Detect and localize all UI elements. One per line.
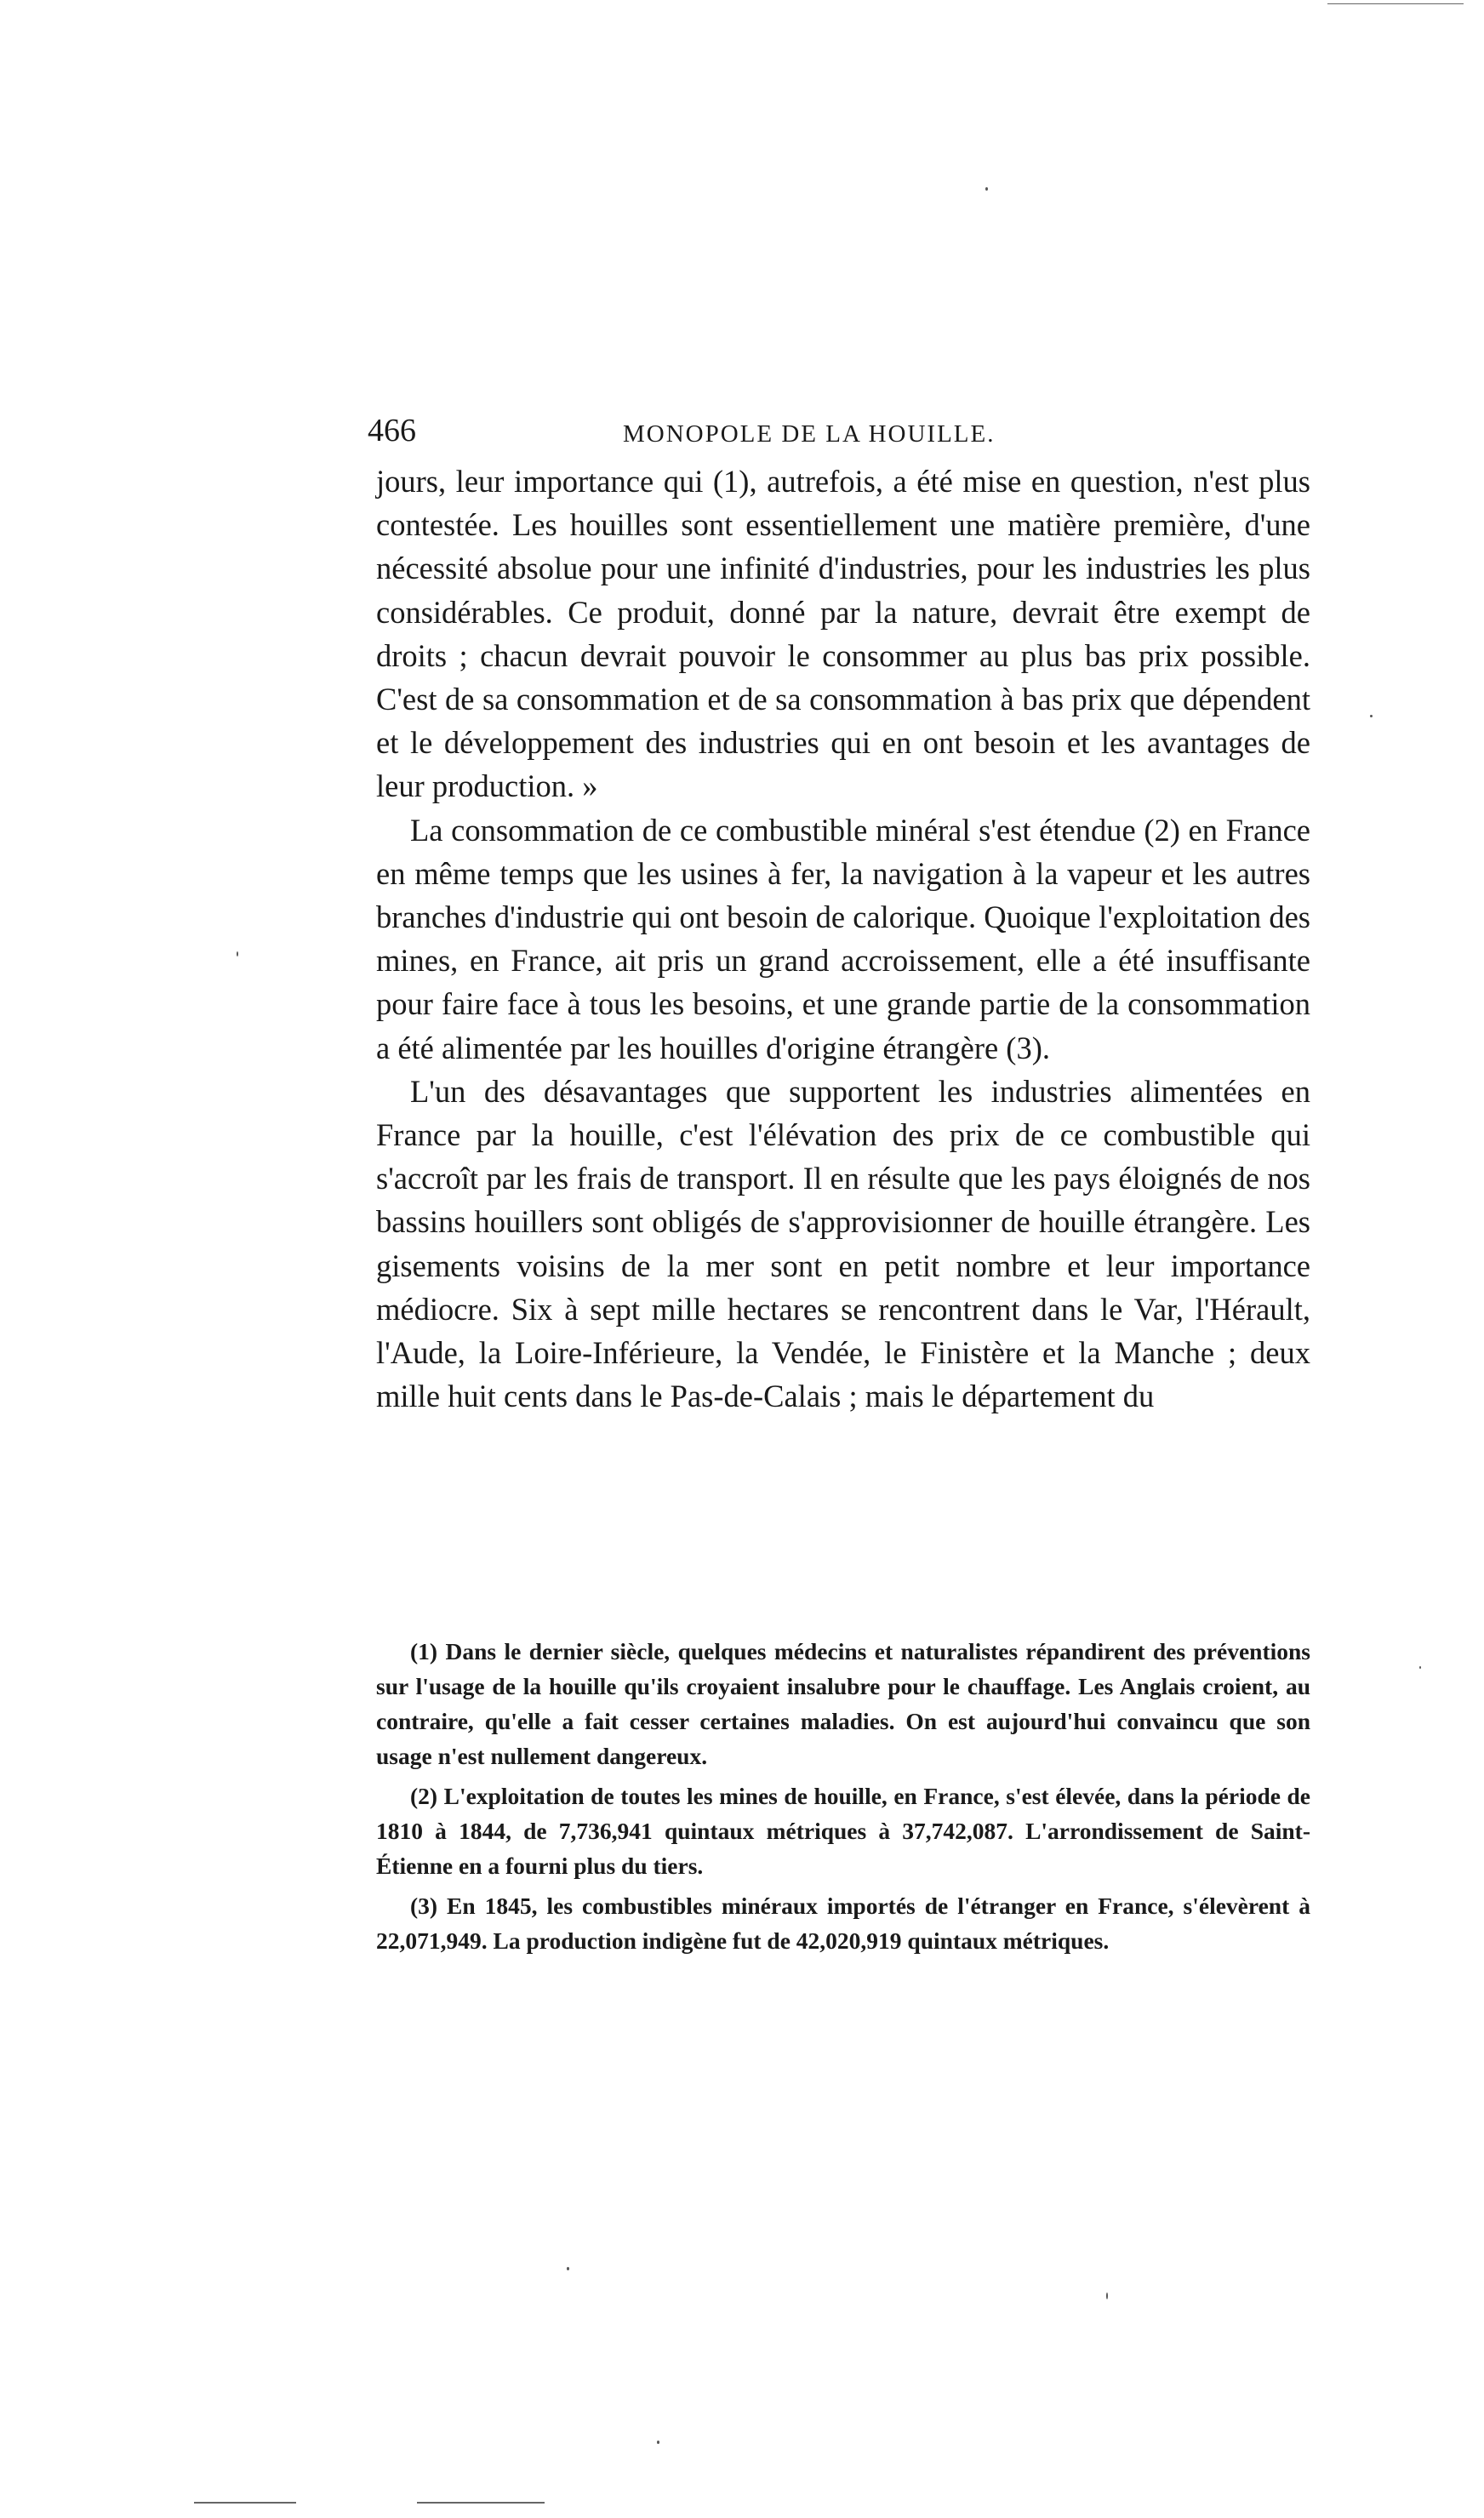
paragraph-consumption: La consommation de ce combustible minéral s'est étendue (2) en France en même temps que les usines à fer, la navigation à la vapeur et les autres branches d'industrie qui ont besoin de calorique. Quoique l'exploitation des mines, en France, ait pris un grand accroissement, elle a été insuffisante pour faire face à tous les besoins, et une grande partie de la consommation a été alimentée par les houilles d'origine étrangère (3). — [376, 812, 1310, 1065]
scan-speck — [237, 951, 238, 956]
scan-speck — [657, 2441, 659, 2444]
paragraph-continuation: jours, leur importance qui (1), autrefois, a été mise en question, n'est plus contestée. Les houilles sont essentiellement une matière première, d'une nécessité absolue pour une infinité d'industries, pour les industries les plus considérables. Ce produit, donné par la nature, devrait être exempt de droits ; chacun devrait pouvoir le consommer au plus bas prix possible. C'est de sa consommation et de sa consommation à bas prix que dépendent et le développement des industries qui en ont besoin et les avantages de leur production. » — [376, 464, 1310, 804]
scan-speck — [1106, 2292, 1108, 2299]
scan-speck — [567, 2267, 569, 2270]
footnote-3: (3) En 1845, les combustibles minéraux importés de l'étranger en France, s'élevèrent à 22,071,949. La production indigène fut de 42,020,919 quintaux métriques. — [376, 1893, 1310, 1954]
footnotes — [376, 1634, 1310, 1963]
page-number: 466 — [368, 413, 416, 448]
footnote-1: (1) Dans le dernier siècle, quelques médecins et naturalistes répandirent des préventions sur l'usage de la houille qu'ils croyaient insalubre pour le chauffage. Les Anglais croient, au contraire, qu'elle a fait cesser certaines maladies. On est aujourd'hui convaincu que son usage n'est nullement dangereux. — [376, 1638, 1310, 1769]
paragraph-disadvantages: L'un des désavantages que supportent les industries alimentées en France par la houille, c'est l'élévation des prix de ce combustible qui s'accroît par les frais de transport. Il en résulte que les pays éloignés de nos bassins houillers sont obligés de s'approvisionner de houille étrangère. Les gisements voisins de la mer sont en petit nombre et leur importance médiocre. Six à sept mille hectares se rencontrent dans le Var, l'Hérault, l'Aude, la Loire-Inférieure, la Vendée, le Finistère et la Manche ; deux mille huit cents dans le Pas-de-Calais ; mais le département du — [376, 1073, 1310, 1414]
scan-edge-mark — [1327, 3, 1464, 4]
footnote-2: (2) L'exploitation de toutes les mines de houille, en France, s'est élevée, dans la période de 1810 à 1844, de 7,736,941 quintaux métriques à 37,742,087. L'arrondissement de Saint-Étienne en a fourni plus du tiers. — [376, 1783, 1310, 1879]
scan-speck — [985, 187, 988, 191]
scan-speck — [1419, 1666, 1421, 1669]
scan-edge-mark — [417, 2502, 545, 2504]
main-text — [376, 460, 1310, 1418]
page-header — [368, 407, 1310, 454]
scan-speck — [1370, 715, 1373, 717]
scan-edge-mark — [194, 2502, 296, 2504]
running-title: MONOPOLE DE LA HOUILLE. — [623, 420, 996, 448]
